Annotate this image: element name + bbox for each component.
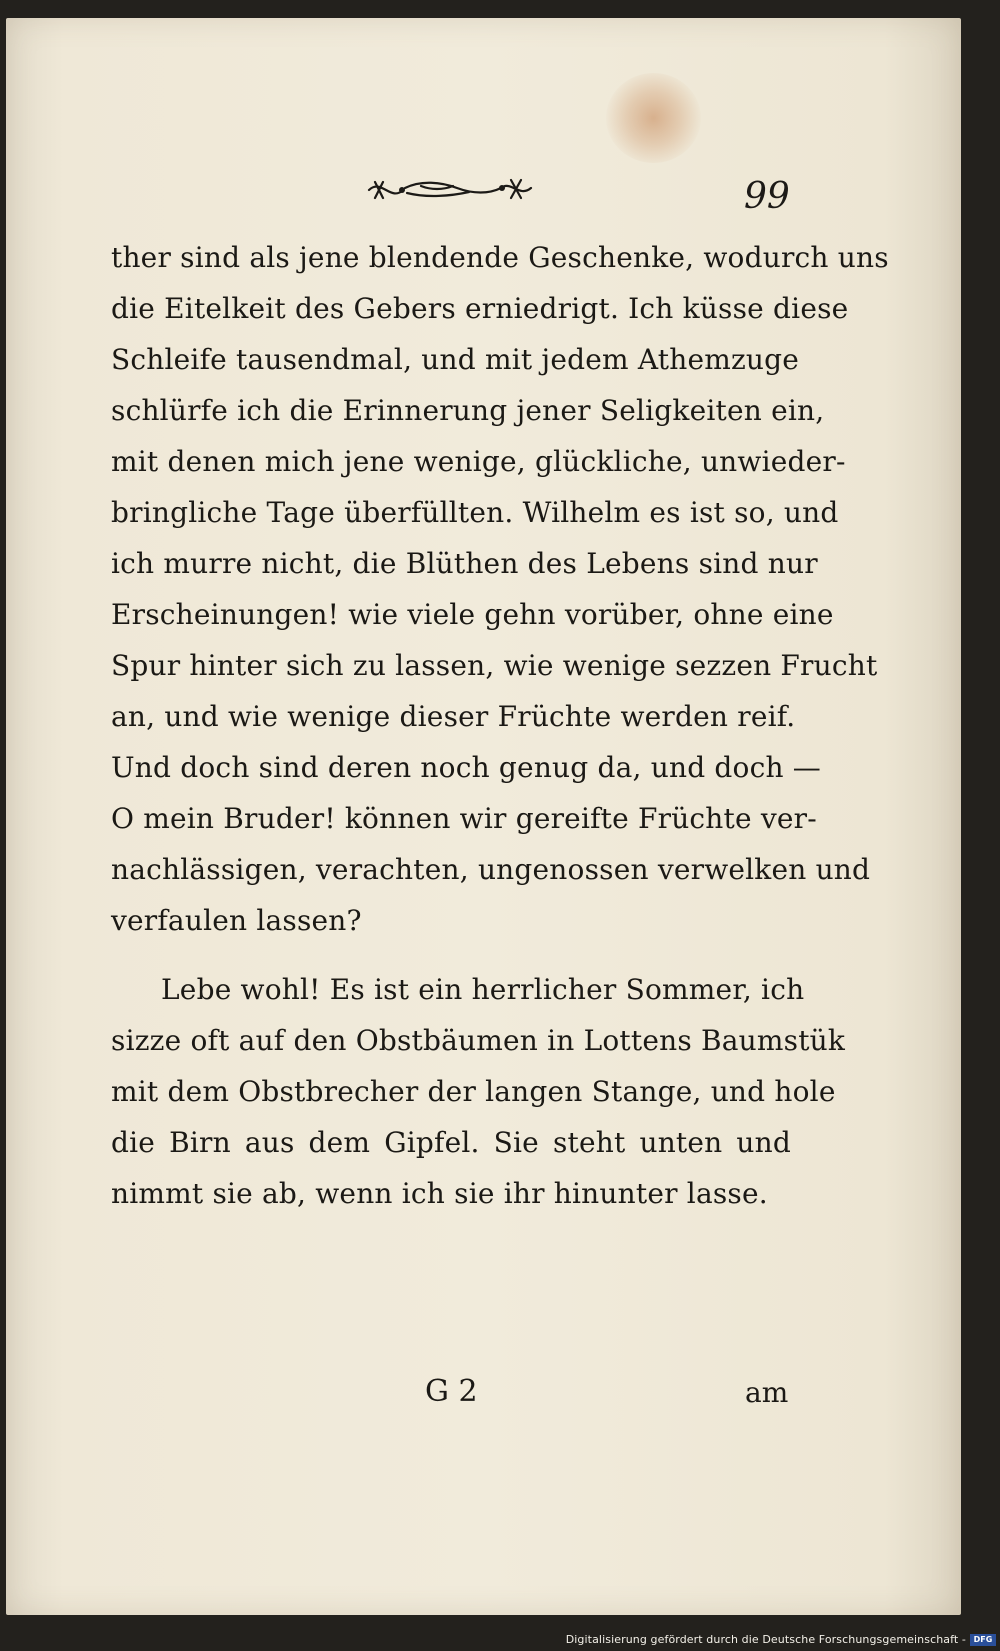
signature-mark: G 2 — [425, 1374, 478, 1409]
text-line: die Eitelkeit des Gebers erniedrigt. Ich küsse diese — [111, 292, 849, 325]
text-line: Spur hinter sich zu lassen, wie wenige sezzen Frucht — [111, 649, 878, 682]
text-line: Und doch sind deren noch genug da, und doch — — [111, 751, 822, 784]
fleuron-ornament-icon — [361, 168, 541, 212]
text-line: sizze oft auf den Obstbäumen in Lottens Baumstük — [111, 1024, 846, 1057]
foxing-stain — [606, 73, 701, 163]
paragraph-gap — [111, 946, 791, 964]
text-line: Schleife tausendmal, und mit jedem Athemzuge — [111, 343, 800, 376]
text-line: Erscheinungen! wie viele gehn vorüber, ohne eine — [111, 598, 834, 631]
text-line: O mein Bruder! können wir gereifte Früchte ver- — [111, 802, 817, 835]
digitization-credit: Digitalisierung gefördert durch die Deutsche Forschungsgemeinschaft - — [565, 1633, 966, 1646]
text-line: mit dem Obstbrecher der langen Stange, und hole — [111, 1075, 836, 1108]
text-line: ich murre nicht, die Blüthen des Lebens sind nur — [111, 547, 818, 580]
text-line: an, und wie wenige dieser Früchte werden reif. — [111, 700, 796, 733]
text-line: bringliche Tage überfüllten. Wilhelm es ist so, und — [111, 496, 839, 529]
text-line: verfaulen lassen? — [111, 904, 362, 937]
text-line: ther sind als jene blendende Geschenke, wodurch uns — [111, 241, 889, 274]
dfg-logo-badge: DFG — [970, 1634, 996, 1646]
text-line: nimmt sie ab, wenn ich sie ihr hinunter lasse. — [111, 1177, 768, 1210]
body-text — [111, 232, 889, 1219]
text-line: nachlässigen, verachten, ungenossen verwelken und — [111, 853, 871, 886]
text-line: mit denen mich jene wenige, glückliche, unwieder- — [111, 445, 846, 478]
text-line: die Birn aus dem Gipfel. Sie steht unten und — [111, 1126, 791, 1159]
text-line: schlürfe ich die Erinnerung jener Seligkeiten ein, — [111, 394, 825, 427]
catchword: am — [745, 1376, 789, 1409]
text-line: Lebe wohl! Es ist ein herrlicher Sommer, ich — [161, 973, 805, 1006]
page-number: 99 — [744, 176, 790, 217]
